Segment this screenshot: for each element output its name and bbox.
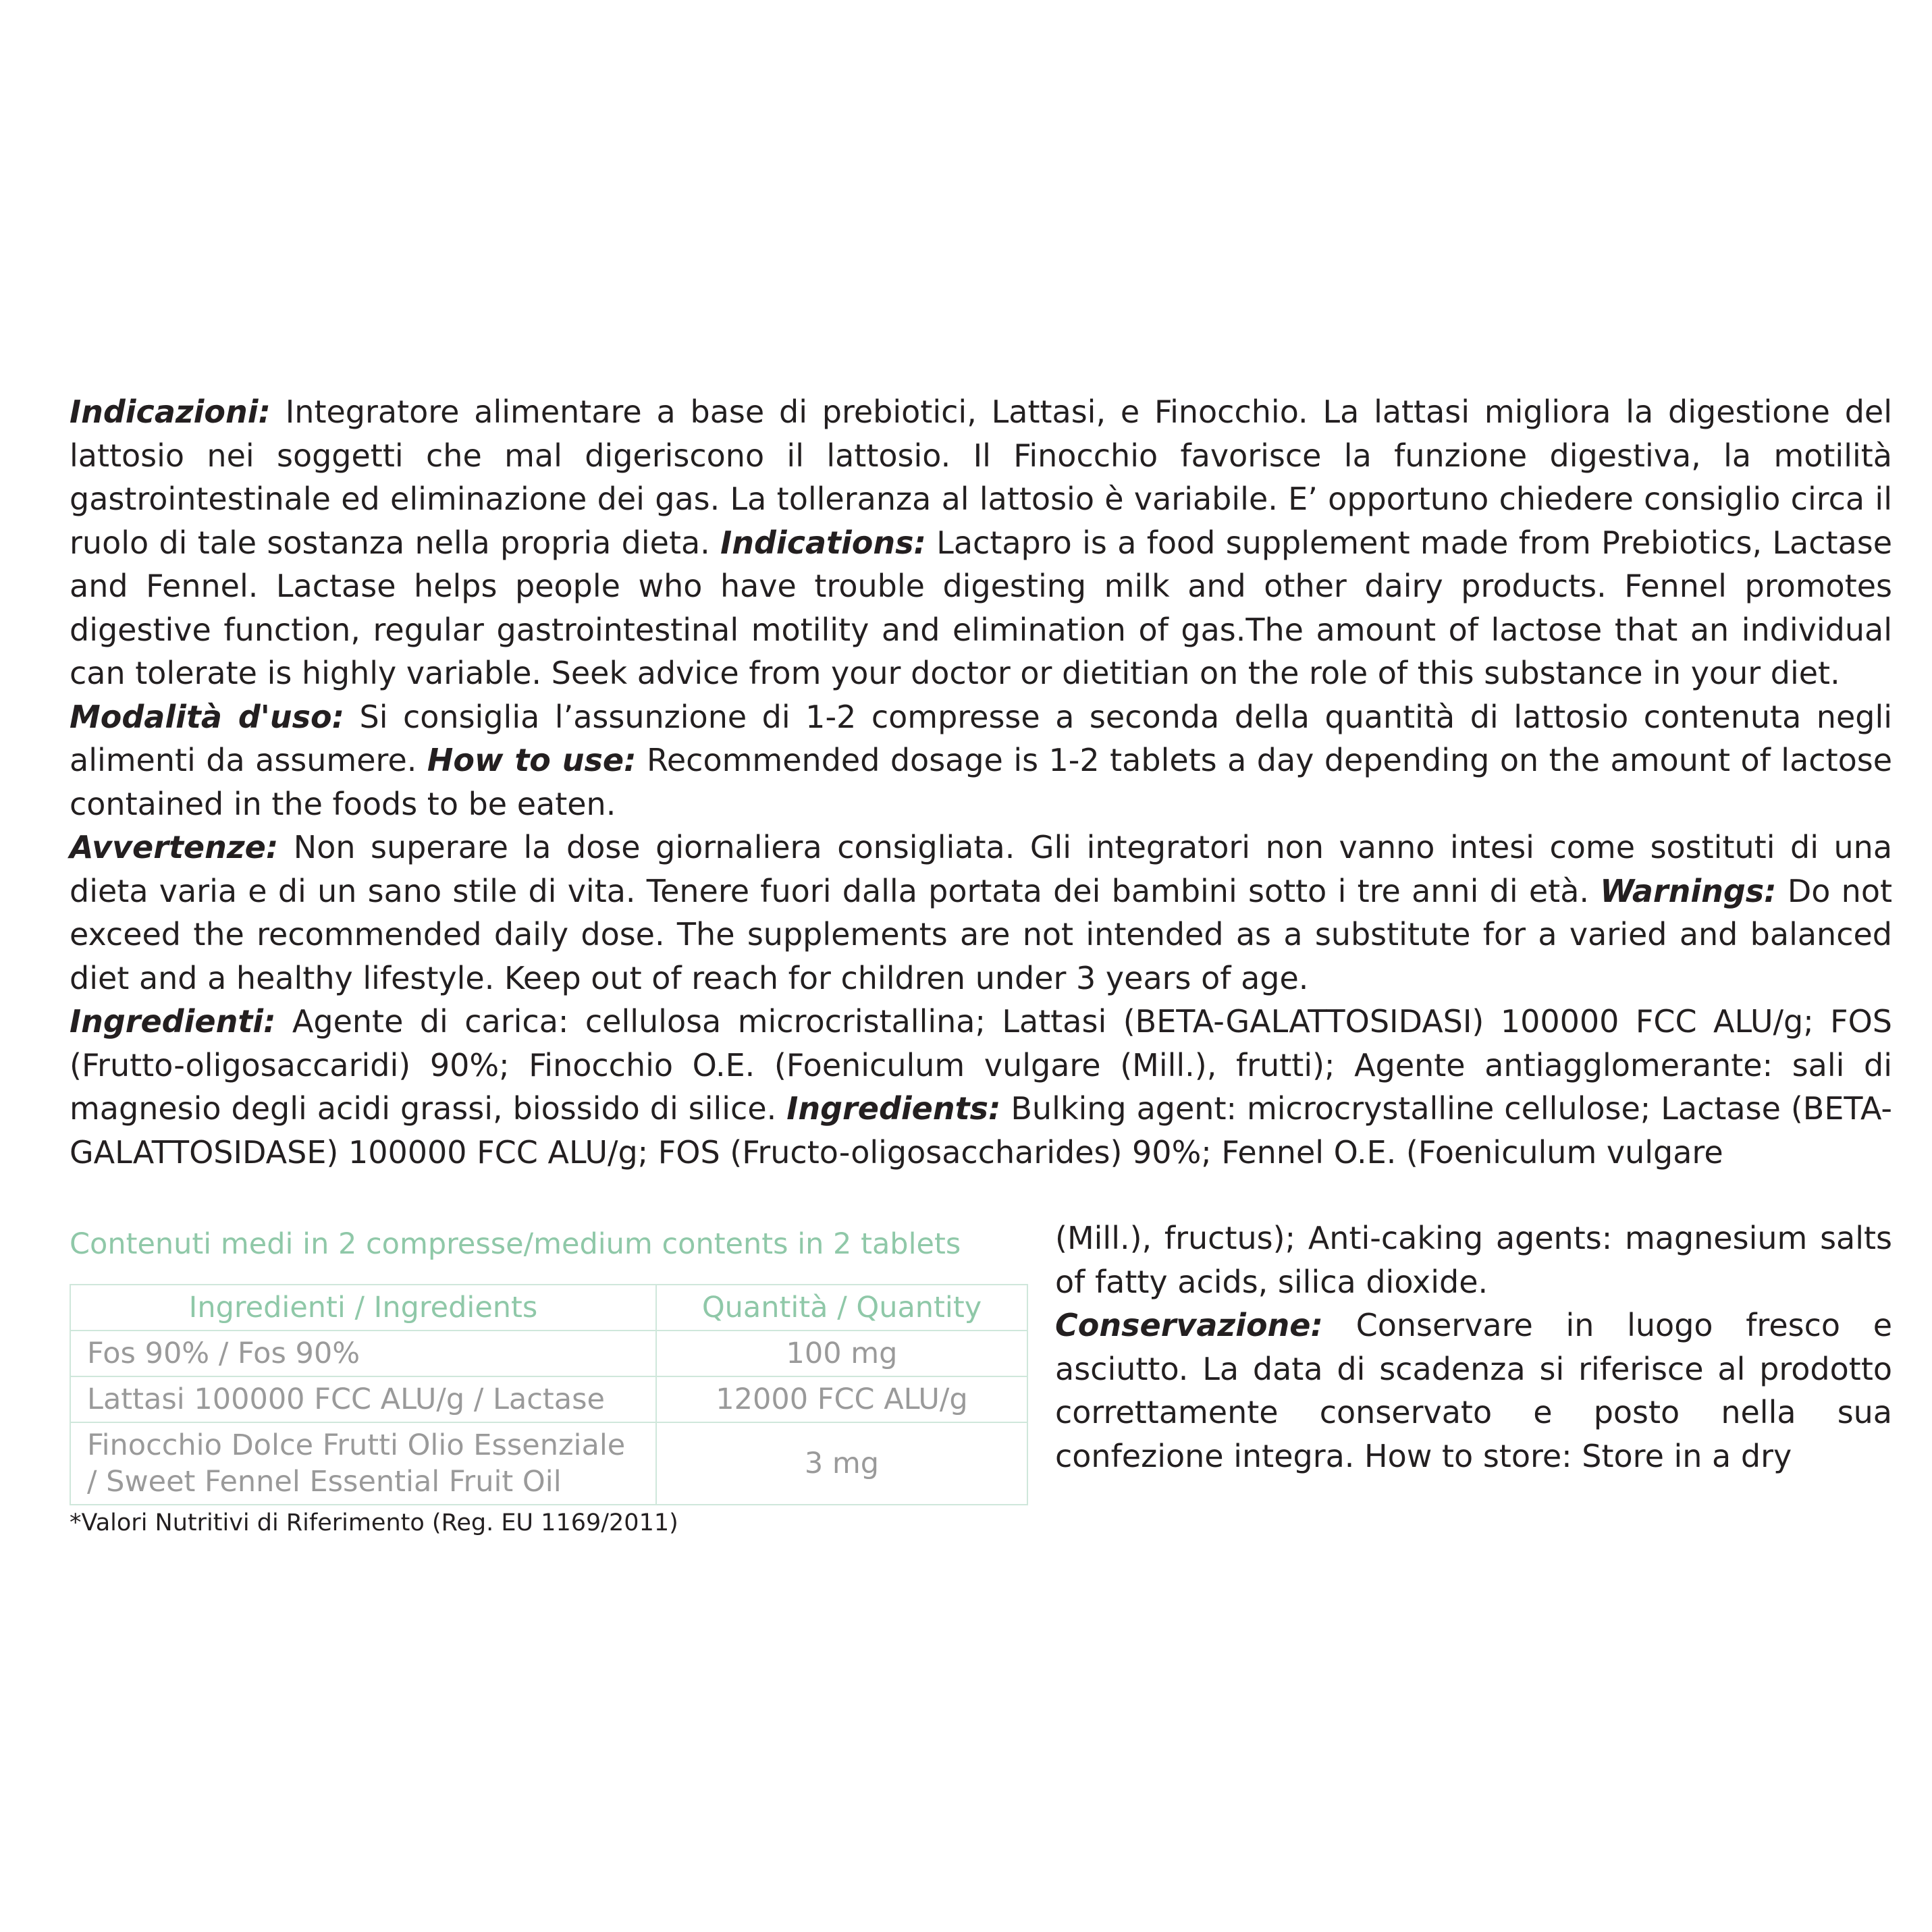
table-cell-value: 12000 FCC ALU/g: [656, 1376, 1027, 1422]
nutrition-table: [70, 1284, 1028, 1505]
warnings-label-en: Warnings:: [1600, 872, 1777, 909]
ingredients-text-en-part2: (Mill.), fructus); Anti-caking agents: magnesium salts of fatty acids, silica dioxide.: [1055, 1220, 1892, 1300]
table-title: Contenuti medi in 2 compresse/medium contents in 2 tablets: [70, 1227, 961, 1261]
ingredients-text-it: Agente di carica: cellulosa microcristallina; Lattasi (BETA-GALATTOSIDASI) 100000 FCC ALU/g; FOS (Frutto-oligosaccaridi) 90%; Finocchio O.E. (Foeniculum vulgare (Mill.), frutti); Agente antiagglomerante: sali di magnesio degli acidi grassi, biossido di silice.: [70, 1003, 1893, 1127]
table-cell-name: Fos 90% / Fos 90%: [70, 1331, 656, 1376]
ingredients-text-en-part1: Bulking agent: microcrystalline cellulose; Lactase (BETA-GALATTOSIDASE) 100000 FCC ALU/g; FOS (Fructo-oligosaccharides) 90%; Fennel O.E. (Foeniculum vulgare: [70, 1090, 1893, 1171]
right-column-text: [1055, 1216, 1892, 1478]
table-header-row: [70, 1285, 1027, 1331]
storage-label: Conservazione:: [1055, 1307, 1323, 1343]
main-text-block: [70, 390, 1892, 1174]
usage-label-en: How to use:: [427, 742, 637, 778]
table-cell-value: 3 mg: [656, 1422, 1027, 1505]
table-cell-name: Finocchio Dolce Frutti Olio Essenziale / Sweet Fennel Essential Fruit Oil: [70, 1422, 656, 1505]
storage-paragraph: [1055, 1304, 1892, 1478]
indications-label-it: Indicazioni:: [70, 394, 271, 430]
indications-label-en: Indications:: [720, 524, 926, 561]
usage-text-it: Si consiglia l’assunzione di 1-2 compresse a seconda della quantità di lattosio contenuta negli alimenti da assumere.: [70, 698, 1892, 778]
table-header-quantity: Quantità / Quantity: [656, 1285, 1027, 1331]
ingredients-paragraph: [70, 1000, 1892, 1174]
warnings-text-en: Do not exceed the recommended daily dose. The supplements are not intended as a substitute for a varied and balanced diet and a healthy lifestyle. Keep out of reach for children under 3 years of age.: [70, 872, 1892, 996]
warnings-text-it: Non superare la dose giornaliera consigliata. Gli integratori non vanno intesi come sostituti di una dieta varia e di un sano stile di vita. Tenere fuori dalla portata dei bambini sotto i tre anni di età.: [70, 829, 1893, 909]
table-row: [70, 1376, 1027, 1422]
usage-paragraph: [70, 695, 1892, 826]
table-row: [70, 1331, 1027, 1376]
usage-label-it: Modalità d'uso:: [70, 698, 344, 735]
indications-text-en: Lactapro is a food supplement made from Prebiotics, Lactase and Fennel. Lactase helps people who have trouble digesting milk and other dairy products. Fennel promotes digestive function, regular gastrointestinal motility and elimination of gas.The amount of lactose that an individual can tolerate is highly variable. Seek advice from your doctor or dietitian on the role of this substance in your diet.: [70, 524, 1892, 691]
table-cell-name: Lattasi 100000 FCC ALU/g / Lactase: [70, 1376, 656, 1422]
warnings-label-it: Avvertenze:: [70, 829, 279, 865]
indications-paragraph: [70, 390, 1892, 695]
table-header-ingredients: Ingredienti / Ingredients: [70, 1285, 656, 1331]
table-row: [70, 1422, 1027, 1505]
ingredients-label-en: Ingredients:: [786, 1090, 1001, 1127]
usage-text-en: Recommended dosage is 1-2 tablets a day depending on the amount of lactose contained in the foods to be eaten.: [70, 742, 1893, 822]
footnote: *Valori Nutritivi di Riferimento (Reg. EU 1169/2011): [70, 1509, 678, 1536]
ingredients-label-it: Ingredienti:: [70, 1003, 276, 1040]
indications-text-it: Integratore alimentare a base di prebiotici, Lattasi, e Finocchio. La lattasi migliora la digestione del lattosio nei soggetti che mal digeriscono il lattosio. Il Finocchio favorisce la funzione digestiva, la motilità gastrointestinale ed eliminazione dei gas. La tolleranza al lattosio è variabile. E’ opportuno chiedere consiglio circa il ruolo di tale sostanza nella propria dieta.: [70, 394, 1892, 561]
table-cell-value: 100 mg: [656, 1331, 1027, 1376]
storage-text: Conservare in luogo fresco e asciutto. La data di scadenza si riferisce al prodotto correttamente conservato e posto nella sua confezione integra. How to store: Store in a dry: [1055, 1307, 1893, 1474]
ingredients-continuation: [1055, 1216, 1892, 1304]
warnings-paragraph: [70, 826, 1892, 1000]
